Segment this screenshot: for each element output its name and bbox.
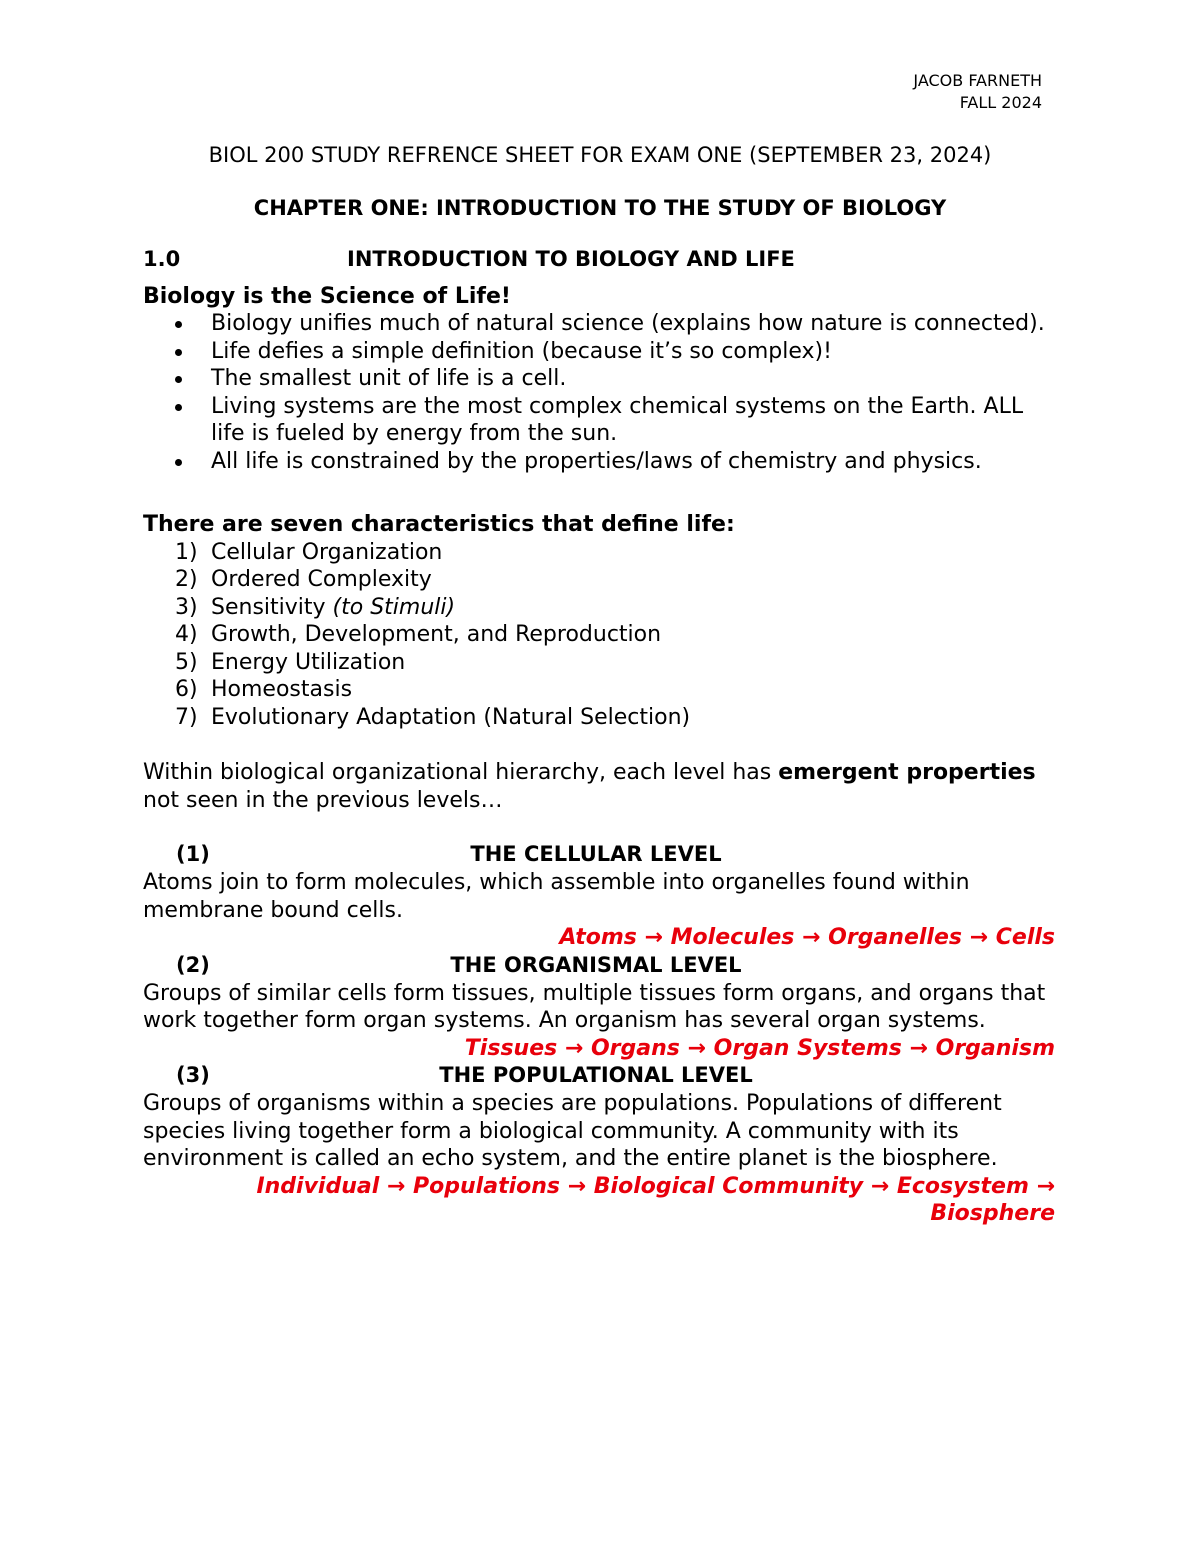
arrow-right-icon: → — [863, 1173, 897, 1199]
list-item: All life is constrained by the properties/laws of chemistry and physics. — [143, 448, 1061, 476]
list-item: Life defies a simple definition (because it’s so complex)! — [143, 338, 1061, 366]
header-block — [913, 70, 1042, 114]
flow-step: Organ Systems — [713, 1035, 902, 1061]
arrow-right-icon: → — [901, 1035, 936, 1061]
list-item: 6) Homeostasis — [175, 677, 353, 702]
chapter-title: CHAPTER ONE: INTRODUCTION TO THE STUDY OF BIOLOGY — [253, 196, 947, 220]
list-item: 5) Energy Utilization — [175, 649, 406, 675]
list-item: 2) Ordered Complexity — [175, 567, 432, 592]
arrow-right-icon: → — [1028, 1173, 1055, 1199]
list-item: 7) Evolutionary Adaptation (Natural Selection) — [175, 704, 691, 730]
flow-step: Tissues — [464, 1035, 558, 1061]
flow-step: Biological Community — [593, 1173, 864, 1199]
arrow-right-icon: → — [679, 1035, 714, 1061]
bullet-icon — [175, 349, 182, 356]
flow-step: Ecosystem — [896, 1173, 1029, 1199]
intro-heading: Biology is the Science of Life! — [143, 283, 511, 309]
list-item: Living systems are the most complex chemical systems on the Earth. ALL life is fueled by energy from the sun. — [143, 393, 1061, 448]
author-name: JACOB FARNETH — [913, 71, 1042, 90]
flow-step: Cells — [995, 925, 1055, 950]
bullet-icon — [175, 321, 182, 328]
level-description: Groups of organisms within a species are populations. Populations of different species living together form a biological community. A community with its environment is called an echo system, and the entire planet is the biosphere. — [143, 1091, 1002, 1171]
arrow-right-icon: → — [794, 925, 829, 950]
list-item: 1) Cellular Organization — [175, 539, 443, 565]
section-number: 1.0 — [143, 247, 181, 271]
bullet-icon — [175, 376, 182, 383]
flow-step: Atoms — [559, 925, 637, 950]
level-heading: (3) THE POPULATIONAL LEVEL — [176, 1063, 753, 1087]
bullet-icon — [175, 404, 182, 411]
section-heading — [143, 246, 1061, 274]
arrow-right-icon: → — [560, 1173, 594, 1199]
flow-step: Organism — [935, 1035, 1055, 1061]
level-heading: (1) THE CELLULAR LEVEL — [176, 842, 722, 866]
list-item: 4) Growth, Development, and Reproduction — [175, 622, 662, 647]
emergent-properties-term: emergent properties — [778, 760, 1036, 785]
characteristics-heading: There are seven characteristics that define life: — [143, 512, 735, 537]
level-description: Groups of similar cells form tissues, multiple tissues form organs, and organs that work together form organ systems. An organism has several organ systems. — [143, 980, 1046, 1033]
flow-step: Organs — [590, 1035, 680, 1061]
level-flow — [143, 1035, 1061, 1063]
level-flow — [143, 924, 1061, 952]
arrow-right-icon: → — [379, 1173, 414, 1199]
hierarchy-paragraph: Within biological organizational hierarchy, each level has emergent properties not seen in the previous levels… — [143, 760, 1036, 813]
document-title: BIOL 200 STUDY REFRENCE SHEET FOR EXAM ONE (SEPTEMBER 23, 2024) — [208, 143, 992, 167]
level-description: Atoms join to form molecules, which assemble into organelles found within membrane bound cells. — [143, 870, 970, 923]
flow-step: Molecules — [670, 925, 795, 950]
list-item: The smallest unit of life is a cell. — [143, 365, 1061, 393]
arrow-right-icon: → — [557, 1035, 591, 1061]
bullet-list — [143, 310, 1061, 475]
term: FALL 2024 — [959, 93, 1042, 112]
flow-step: Organelles — [828, 925, 962, 950]
section-title: INTRODUCTION TO BIOLOGY AND LIFE — [347, 247, 795, 271]
flow-step: Biosphere — [930, 1201, 1055, 1226]
list-item: Biology unifies much of natural science (explains how nature is connected). — [143, 310, 1061, 338]
arrow-right-icon: → — [636, 925, 671, 950]
list-item: 3) Sensitivity (to Stimuli) — [175, 594, 456, 620]
level-heading: (2) THE ORGANISMAL LEVEL — [176, 952, 742, 977]
bullet-icon — [175, 459, 182, 466]
content — [143, 246, 1061, 1228]
characteristics-list — [143, 539, 1061, 732]
flow-step: Individual — [256, 1173, 380, 1199]
level-flow — [143, 1173, 1061, 1228]
arrow-right-icon: → — [961, 925, 996, 950]
flow-step: Populations — [413, 1173, 560, 1199]
